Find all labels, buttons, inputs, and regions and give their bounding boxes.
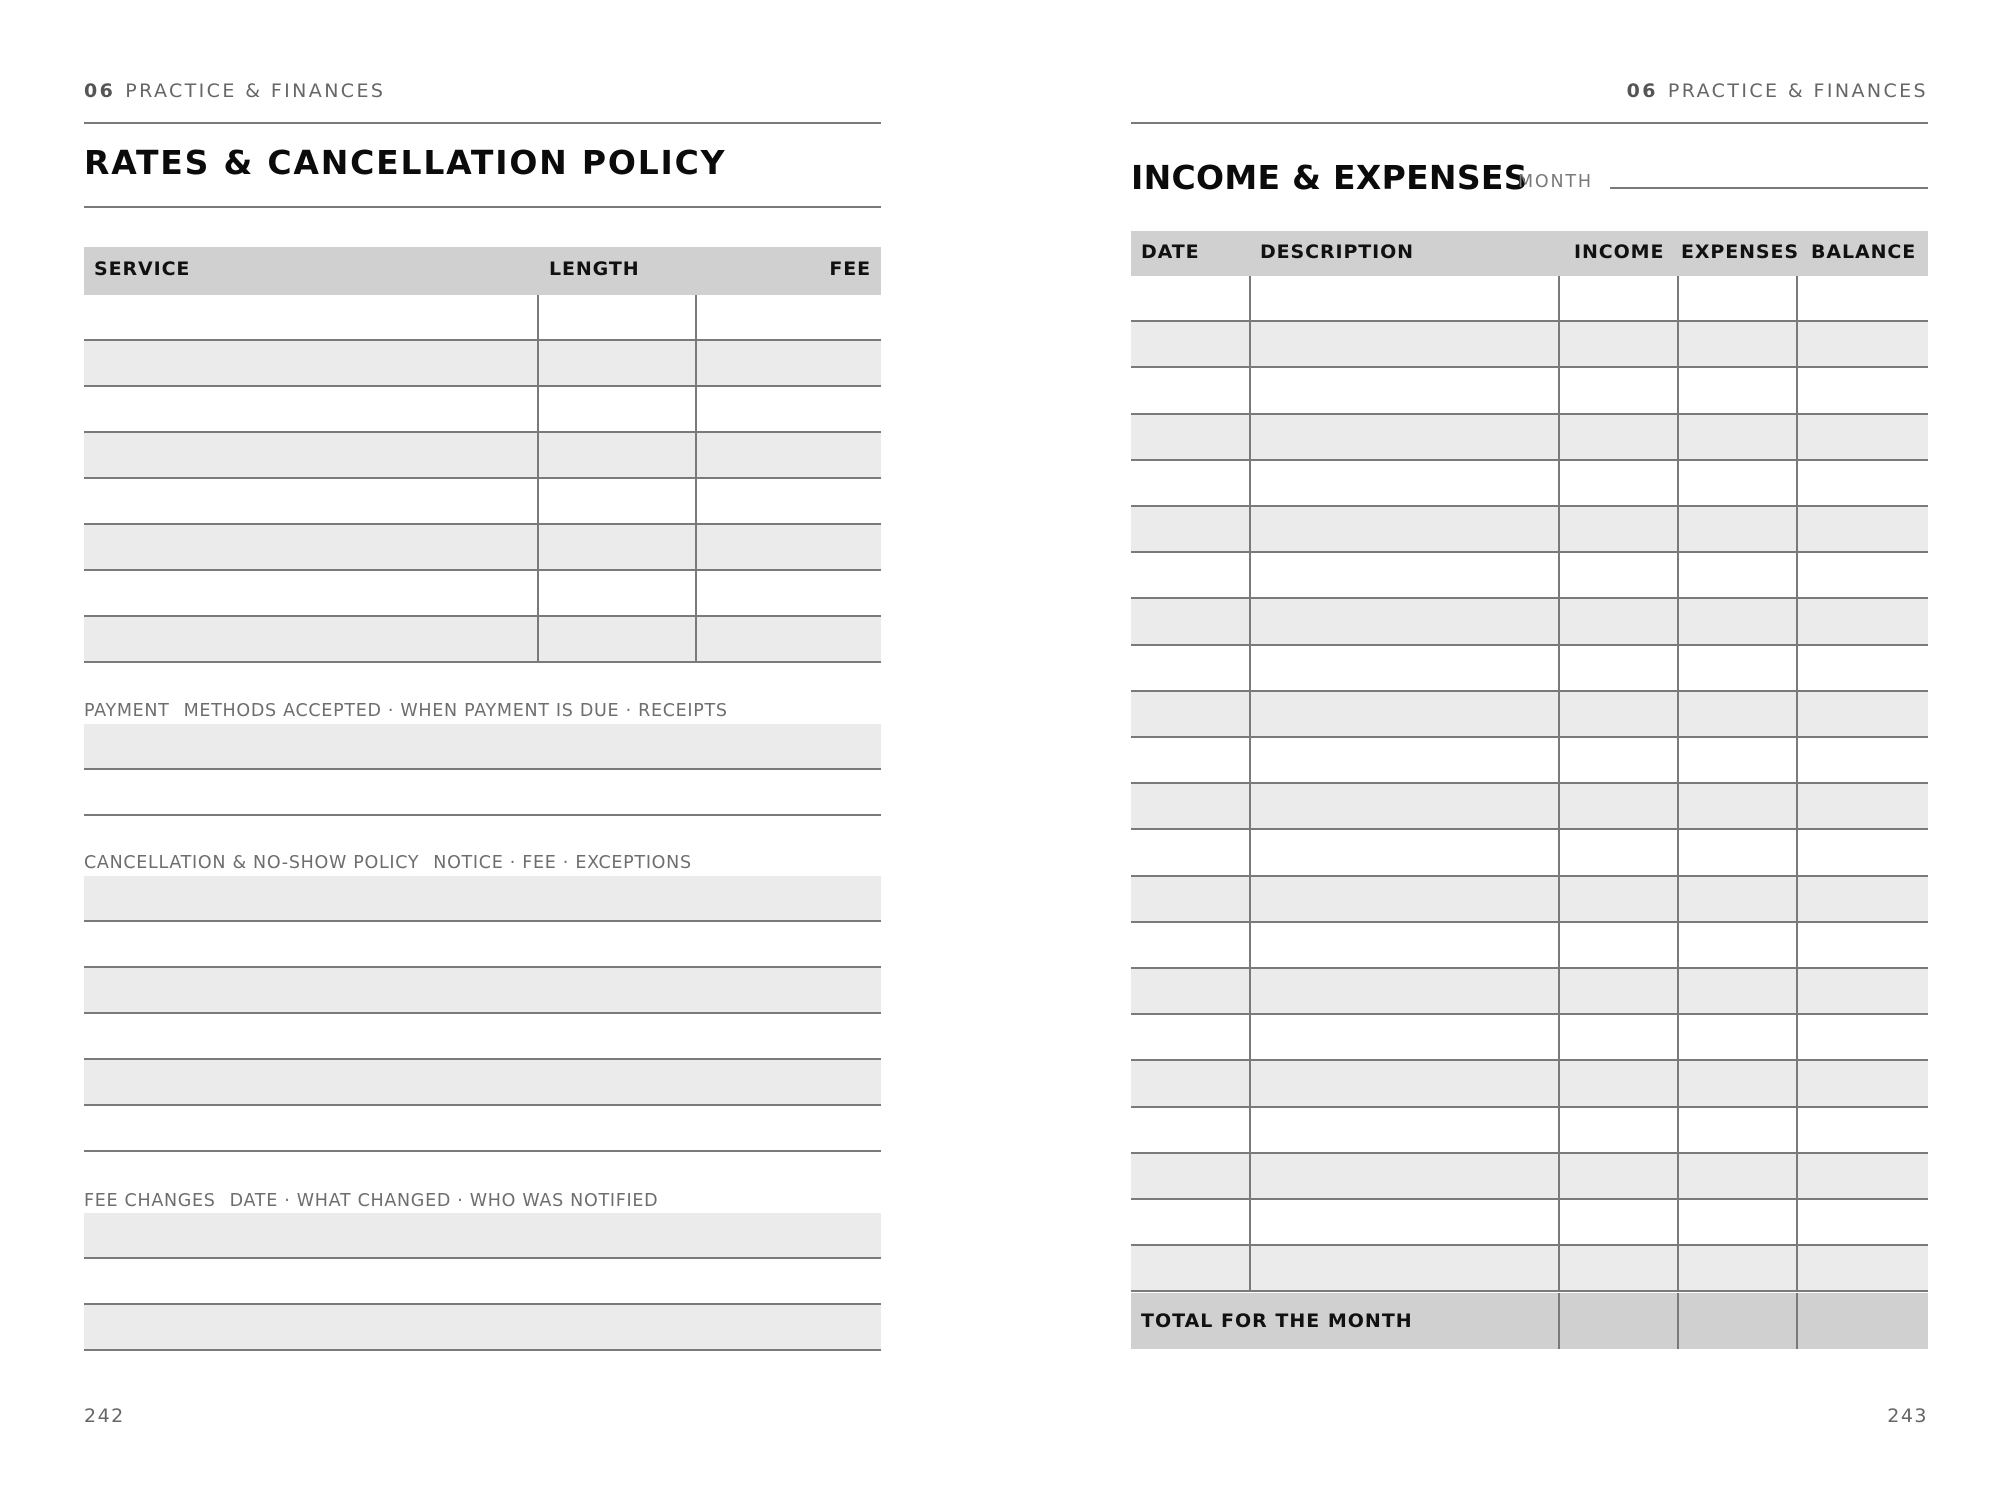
column-divider xyxy=(1558,1246,1560,1292)
column-header-service: SERVICE xyxy=(94,258,191,280)
column-header-length: LENGTH xyxy=(549,258,640,280)
writing-line[interactable] xyxy=(84,922,881,968)
table-row[interactable] xyxy=(1131,692,1928,738)
column-divider xyxy=(1677,1061,1679,1107)
column-divider xyxy=(1558,461,1560,507)
column-divider xyxy=(1796,276,1798,322)
column-divider xyxy=(1558,1293,1560,1349)
section-hint: METHODS ACCEPTED · WHEN PAYMENT IS DUE · RECEIPTS xyxy=(183,701,728,721)
column-divider xyxy=(1796,969,1798,1015)
chapter-number: 06 xyxy=(84,80,116,102)
section-title: CANCELLATION & NO-SHOW POLICY xyxy=(84,853,420,873)
table-row[interactable] xyxy=(1131,368,1928,414)
column-divider xyxy=(1796,830,1798,876)
column-divider xyxy=(1796,692,1798,738)
column-divider xyxy=(1677,923,1679,969)
table-row[interactable] xyxy=(1131,415,1928,461)
column-divider xyxy=(1558,1015,1560,1061)
column-divider xyxy=(1677,276,1679,322)
column-divider xyxy=(1249,969,1251,1015)
column-divider xyxy=(1677,1246,1679,1292)
chapter-title: PRACTICE & FINANCES xyxy=(125,80,386,102)
column-divider xyxy=(1677,322,1679,368)
column-divider xyxy=(1249,1154,1251,1200)
column-divider xyxy=(1796,784,1798,830)
table-row[interactable] xyxy=(1131,599,1928,645)
column-divider xyxy=(1249,1200,1251,1246)
rates-table-header xyxy=(84,247,881,295)
column-divider xyxy=(1558,969,1560,1015)
column-divider xyxy=(1677,461,1679,507)
column-divider xyxy=(1677,784,1679,830)
column-divider xyxy=(1677,969,1679,1015)
column-divider xyxy=(1677,553,1679,599)
column-header-income: INCOME xyxy=(1574,241,1665,263)
column-divider xyxy=(1677,368,1679,414)
column-divider xyxy=(537,571,539,617)
column-divider xyxy=(1558,276,1560,322)
table-row[interactable] xyxy=(1131,738,1928,784)
column-divider xyxy=(1558,1061,1560,1107)
writing-line[interactable] xyxy=(84,1060,881,1106)
column-divider xyxy=(1558,553,1560,599)
writing-line[interactable] xyxy=(84,876,881,922)
column-divider xyxy=(1558,646,1560,692)
table-row[interactable] xyxy=(1131,1200,1928,1246)
title-rule xyxy=(84,206,881,208)
column-divider xyxy=(1677,415,1679,461)
section-label-payment xyxy=(84,701,728,721)
column-divider xyxy=(695,479,697,525)
table-row[interactable] xyxy=(1131,461,1928,507)
column-divider xyxy=(1558,784,1560,830)
column-divider xyxy=(695,571,697,617)
section-label-fee-changes xyxy=(84,1191,658,1211)
column-divider xyxy=(1249,1108,1251,1154)
column-divider xyxy=(1677,507,1679,553)
page-number: 243 xyxy=(1887,1405,1928,1427)
column-divider xyxy=(1796,1154,1798,1200)
column-divider xyxy=(537,295,539,341)
page-title: INCOME & EXPENSES xyxy=(1131,158,1528,197)
column-divider xyxy=(1677,877,1679,923)
column-divider xyxy=(1796,599,1798,645)
column-divider xyxy=(1249,784,1251,830)
page-title: RATES & CANCELLATION POLICY xyxy=(84,143,727,182)
column-header-date: DATE xyxy=(1141,241,1200,263)
table-row[interactable] xyxy=(1131,507,1928,553)
column-divider xyxy=(1677,1293,1679,1349)
column-divider xyxy=(1796,646,1798,692)
column-divider xyxy=(537,341,539,387)
column-divider xyxy=(1796,507,1798,553)
column-divider xyxy=(1796,553,1798,599)
column-divider xyxy=(1796,1200,1798,1246)
column-divider xyxy=(1558,1154,1560,1200)
column-divider xyxy=(1796,1108,1798,1154)
column-divider xyxy=(1677,692,1679,738)
column-divider xyxy=(1677,830,1679,876)
column-divider xyxy=(1796,415,1798,461)
header-rule xyxy=(1131,122,1928,124)
column-divider xyxy=(1249,1061,1251,1107)
total-label: TOTAL FOR THE MONTH xyxy=(1141,1310,1413,1332)
header-rule xyxy=(84,122,881,124)
column-divider xyxy=(695,295,697,341)
table-row[interactable] xyxy=(1131,553,1928,599)
total-row xyxy=(1131,1293,1928,1349)
column-divider xyxy=(1796,1061,1798,1107)
column-divider xyxy=(1796,1015,1798,1061)
page-number: 242 xyxy=(84,1405,125,1427)
column-divider xyxy=(537,617,539,663)
column-divider xyxy=(1249,830,1251,876)
column-divider xyxy=(1249,738,1251,784)
ledger-table-header xyxy=(1131,231,1928,276)
table-row[interactable] xyxy=(1131,784,1928,830)
column-divider xyxy=(1249,1015,1251,1061)
section-hint: NOTICE · FEE · EXCEPTIONS xyxy=(433,853,692,873)
table-row[interactable] xyxy=(1131,1108,1928,1154)
writing-line[interactable] xyxy=(84,724,881,770)
table-row[interactable] xyxy=(84,295,881,341)
column-divider xyxy=(695,387,697,433)
table-row[interactable] xyxy=(1131,1015,1928,1061)
writing-line[interactable] xyxy=(84,1305,881,1351)
column-divider xyxy=(695,341,697,387)
table-row[interactable] xyxy=(1131,646,1928,692)
table-row[interactable] xyxy=(84,433,881,479)
column-divider xyxy=(1558,1108,1560,1154)
table-row[interactable] xyxy=(1131,276,1928,322)
table-row[interactable] xyxy=(1131,322,1928,368)
table-row[interactable] xyxy=(84,479,881,525)
table-row[interactable] xyxy=(84,571,881,617)
column-divider xyxy=(1249,1246,1251,1292)
chapter-title: PRACTICE & FINANCES xyxy=(1667,80,1928,102)
column-divider xyxy=(1249,322,1251,368)
column-divider xyxy=(1558,1200,1560,1246)
column-divider xyxy=(1677,646,1679,692)
table-row[interactable] xyxy=(1131,1246,1928,1292)
column-divider xyxy=(1249,553,1251,599)
writing-line[interactable] xyxy=(84,1213,881,1259)
column-header-expenses: EXPENSES xyxy=(1681,241,1799,263)
column-divider xyxy=(1249,646,1251,692)
right-page xyxy=(1131,0,1928,1500)
table-row[interactable] xyxy=(1131,830,1928,876)
column-divider xyxy=(1677,1154,1679,1200)
table-row[interactable] xyxy=(84,617,881,663)
column-divider xyxy=(695,617,697,663)
writing-line[interactable] xyxy=(84,1014,881,1060)
section-title: FEE CHANGES xyxy=(84,1191,216,1211)
table-row[interactable] xyxy=(84,341,881,387)
column-divider xyxy=(1558,738,1560,784)
column-divider xyxy=(1558,877,1560,923)
column-divider xyxy=(1677,1015,1679,1061)
column-header-balance: BALANCE xyxy=(1811,241,1917,263)
left-page xyxy=(84,0,881,1500)
table-row[interactable] xyxy=(84,387,881,433)
column-header-fee: FEE xyxy=(829,258,871,280)
column-divider xyxy=(1796,738,1798,784)
chapter-number: 06 xyxy=(1626,80,1658,102)
column-divider xyxy=(1249,692,1251,738)
column-divider xyxy=(695,433,697,479)
month-field-line[interactable] xyxy=(1610,187,1928,189)
column-divider xyxy=(537,387,539,433)
writing-line[interactable] xyxy=(84,1259,881,1305)
column-divider xyxy=(1677,738,1679,784)
column-header-description: DESCRIPTION xyxy=(1260,241,1414,263)
column-divider xyxy=(1249,415,1251,461)
column-divider xyxy=(537,479,539,525)
column-divider xyxy=(1249,461,1251,507)
column-divider xyxy=(537,525,539,571)
column-divider xyxy=(1249,276,1251,322)
column-divider xyxy=(1796,1246,1798,1292)
column-divider xyxy=(537,433,539,479)
running-head xyxy=(84,80,385,102)
column-divider xyxy=(1796,1293,1798,1349)
running-head xyxy=(1627,80,1928,102)
column-divider xyxy=(1558,692,1560,738)
column-divider xyxy=(1677,1200,1679,1246)
column-divider xyxy=(695,525,697,571)
column-divider xyxy=(1249,877,1251,923)
writing-line[interactable] xyxy=(84,968,881,1014)
column-divider xyxy=(1796,877,1798,923)
column-divider xyxy=(1558,923,1560,969)
column-divider xyxy=(1558,507,1560,553)
column-divider xyxy=(1249,923,1251,969)
column-divider xyxy=(1796,322,1798,368)
column-divider xyxy=(1677,599,1679,645)
section-label-cancellation xyxy=(84,853,692,873)
column-divider xyxy=(1796,923,1798,969)
month-label: MONTH xyxy=(1518,172,1593,192)
column-divider xyxy=(1796,461,1798,507)
column-divider xyxy=(1677,1108,1679,1154)
column-divider xyxy=(1249,599,1251,645)
table-row[interactable] xyxy=(1131,969,1928,1015)
column-divider xyxy=(1558,322,1560,368)
writing-line[interactable] xyxy=(84,1106,881,1152)
section-title: PAYMENT xyxy=(84,701,170,721)
column-divider xyxy=(1558,415,1560,461)
writing-line[interactable] xyxy=(84,770,881,816)
column-divider xyxy=(1249,368,1251,414)
column-divider xyxy=(1558,368,1560,414)
column-divider xyxy=(1558,830,1560,876)
table-row[interactable] xyxy=(1131,923,1928,969)
table-row[interactable] xyxy=(1131,1061,1928,1107)
table-row[interactable] xyxy=(1131,877,1928,923)
column-divider xyxy=(1558,599,1560,645)
column-divider xyxy=(1796,368,1798,414)
table-row[interactable] xyxy=(1131,1154,1928,1200)
column-divider xyxy=(1249,507,1251,553)
section-hint: DATE · WHAT CHANGED · WHO WAS NOTIFIED xyxy=(229,1191,659,1211)
table-row[interactable] xyxy=(84,525,881,571)
